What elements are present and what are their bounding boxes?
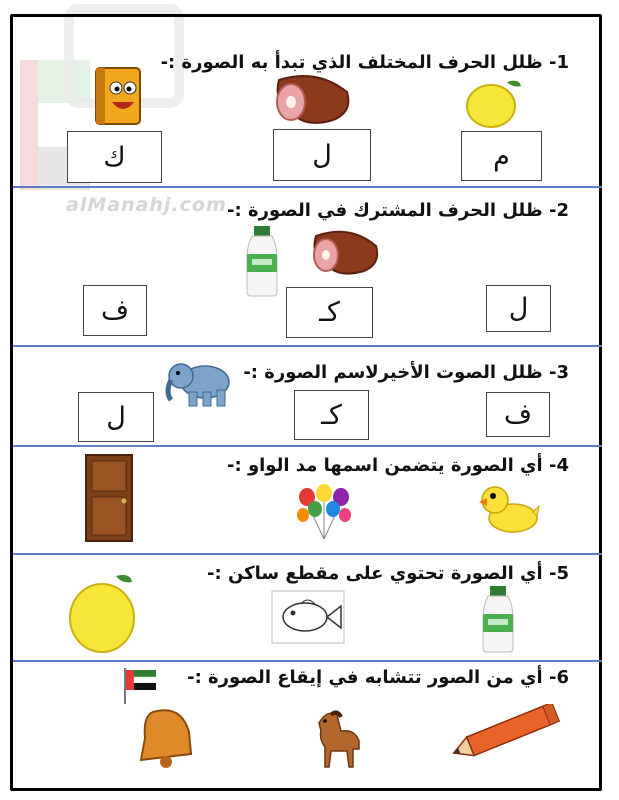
letter-box-q1-2[interactable]: ل <box>273 129 371 181</box>
question-6: 6- أي من الصور تتشابه في إيقاع الصورة :- <box>187 667 569 688</box>
letter-box-q2-2[interactable]: كـ <box>286 287 373 338</box>
letter-box-q2-1[interactable]: ف <box>83 285 147 336</box>
horse-icon[interactable] <box>307 705 365 771</box>
question-5: 5- أي الصورة تحتوي على مقطع ساكن :- <box>207 563 569 584</box>
elephant-icon[interactable] <box>163 356 235 410</box>
section-divider <box>13 345 602 347</box>
question-2: 2- ظلل الحرف المشترك في الصورة :- <box>227 200 569 221</box>
bell-icon[interactable] <box>133 702 195 772</box>
duck-icon[interactable] <box>473 482 541 534</box>
question-5-text: أي الصورة تحتوي على مقطع ساكن :- <box>207 563 543 584</box>
question-1-text: ظلل الحرف المختلف الذي تبدأ به الصورة :- <box>160 52 543 73</box>
door-icon[interactable] <box>84 453 134 543</box>
question-3: 3- ظلل الصوت الأخيرلاسم الصورة :- <box>243 362 569 383</box>
fish-icon[interactable] <box>271 590 345 644</box>
letter-box-q1-1[interactable]: ك <box>67 131 162 183</box>
letter-box-q3-3[interactable]: ف <box>486 392 550 437</box>
uae-flag-icon <box>122 666 160 706</box>
question-4-text: أي الصورة يتضمن اسمها مد الواو :- <box>227 455 543 476</box>
letter-box-q2-3[interactable]: ل <box>486 285 551 332</box>
question-1: 1- ظلل الحرف المختلف الذي تبدأ به الصورة :- <box>160 52 569 73</box>
letter-box-q3-1[interactable]: ل <box>78 392 154 442</box>
question-4: 4- أي الصورة يتضمن اسمها مد الواو :- <box>227 455 569 476</box>
letter-box-q1-3[interactable]: م <box>461 131 542 181</box>
balloons-icon[interactable] <box>295 483 353 541</box>
lemon-icon[interactable] <box>463 76 523 130</box>
watermark-text: alManahj.com <box>66 194 227 216</box>
question-2-text: ظلل الحرف المشترك في الصورة :- <box>227 200 543 221</box>
milk-bottle-icon[interactable] <box>243 224 281 298</box>
milk-bottle-icon[interactable] <box>479 584 517 654</box>
pencil-icon[interactable] <box>446 704 566 762</box>
section-divider <box>13 445 602 447</box>
book-icon[interactable] <box>92 66 144 128</box>
meat-icon[interactable] <box>267 72 353 132</box>
section-divider <box>13 553 602 555</box>
section-divider <box>13 660 602 662</box>
question-6-text: أي من الصور تتشابه في إيقاع الصورة :- <box>187 667 543 688</box>
section-divider <box>13 186 602 188</box>
question-3-text: ظلل الصوت الأخيرلاسم الصورة :- <box>243 362 543 383</box>
letter-box-q3-2[interactable]: كـ <box>294 390 369 440</box>
lemon-icon[interactable] <box>66 572 142 656</box>
meat-icon[interactable] <box>306 228 380 282</box>
